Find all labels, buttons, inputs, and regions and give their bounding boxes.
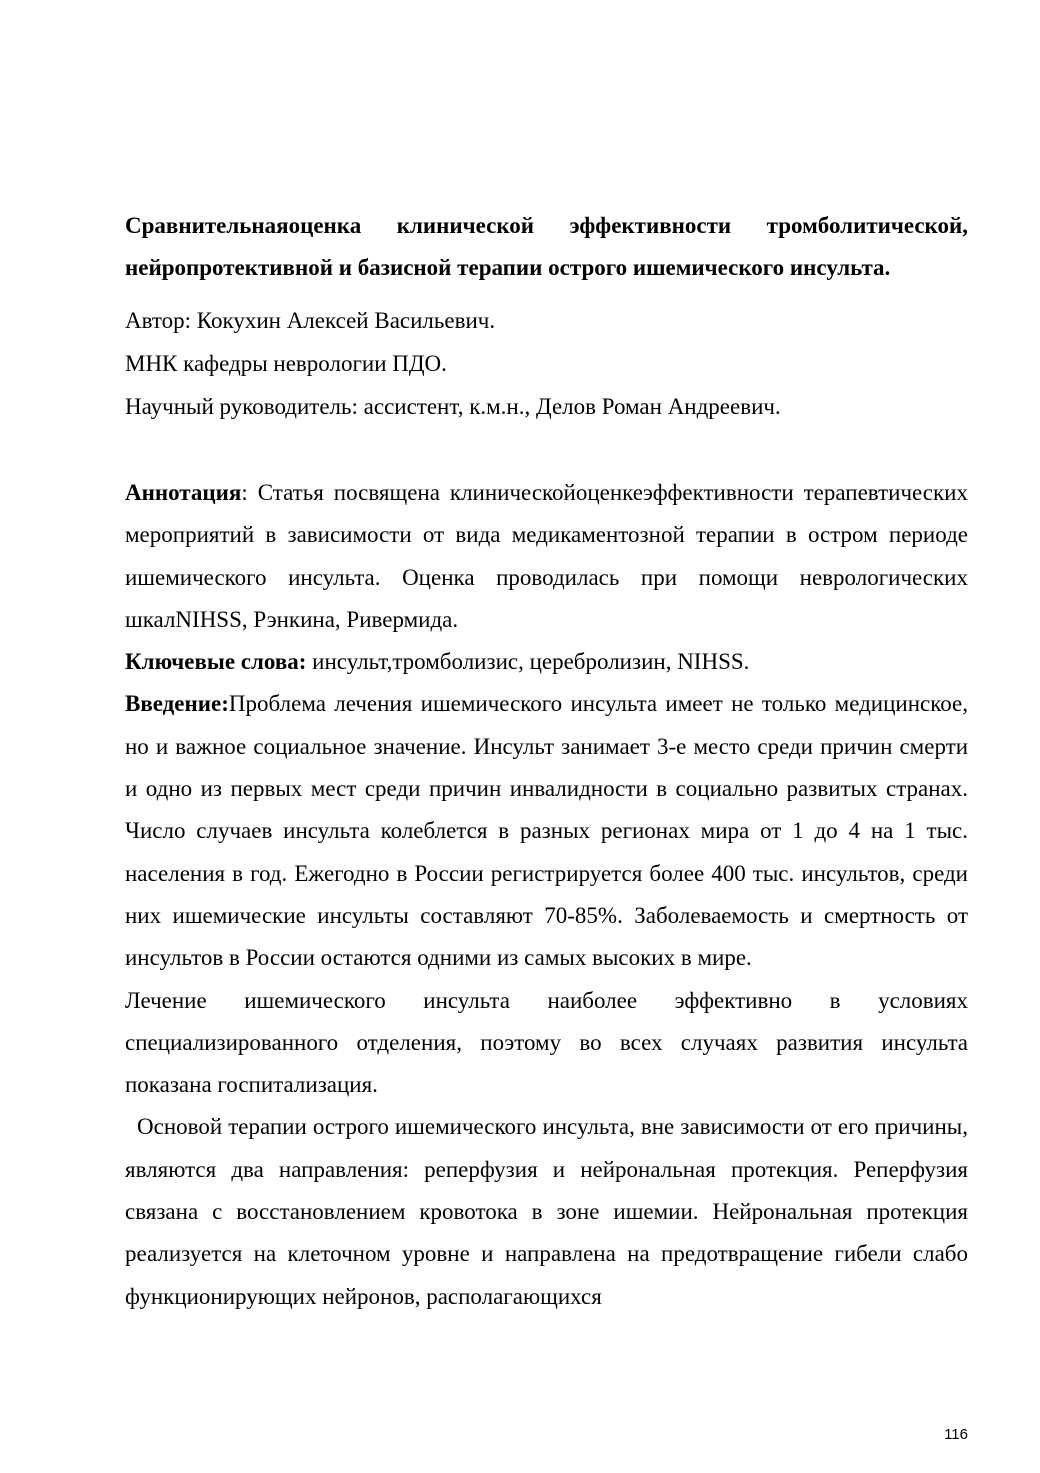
abstract-label: Аннотация [125, 480, 242, 505]
article-title: Сравнительнаяоценка клинической эффективности тромболитической, нейропротективной и базисной терапии острого ишемического инсульта. [125, 213, 968, 280]
therapy-paragraph: Основой терапии острого ишемического инсульта, вне зависимости от его причины, являются два направления: реперфузия и нейрональная протекция. Реперфузия связана с восстановлением кровотока в зоне ишемии. Нейрональная протекция реализуется на клеточном уровне и направлена на предотвращение гибели слабо функционирующих нейронов, располагающихся [125, 1114, 968, 1309]
document-page [125, 205, 968, 1318]
treatment-paragraph: Лечение ишемического инсульта наиболее эффективно в условиях специализированного отделения, поэтому во всех случаях развития инсульта показана госпитализация. [125, 987, 968, 1098]
supervisor-line: Научный руководитель: ассистент, к.м.н., Делов Роман Андреевич. [125, 394, 781, 419]
keywords-label: Ключевые слова: [125, 649, 307, 675]
abstract-text: Статья посвящена клиническойоценкеэффективности терапевтических мероприятий в зависимости от вида медикаментозной терапии в остром периоде ишемического инсульта. Оценка проводилась при помощи неврологических шкалNIHSS, Рэнкина, Ривермида. [125, 480, 968, 632]
author-block [125, 299, 968, 428]
keywords-paragraph [125, 641, 968, 683]
page-number: 116 [944, 1426, 968, 1443]
keywords-text: инсульт,тромболизис, церебролизин, NIHSS. [306, 649, 750, 675]
abstract-paragraph [125, 472, 968, 641]
affiliation-line: МНК кафедры неврологии ПДО. [125, 351, 447, 376]
author-line: Автор: Кокухин Алексей Васильевич. [125, 308, 496, 333]
article-body [125, 472, 968, 1318]
abstract-separator: : [241, 480, 248, 505]
introduction-paragraph [125, 683, 968, 979]
introduction-text: Проблема лечения ишемического инсульта имеет не только медицинское, но и важное социальное значение. Инсульт занимает 3-е место среди причин смерти и одно из первых мест среди причин инвалидности в социально развитых странах. Число случаев инсульта колеблется в разных регионах мира от 1 до 4 на 1 тыс. населения в год. Ежегодно в России регистрируется более 400 тыс. инсультов, среди них ишемические инсульты составляют 70-85%. Заболеваемость и смертность от инсультов в России остаются одними из самых высоких в мире. [125, 691, 968, 971]
introduction-label: Введение: [125, 691, 229, 717]
